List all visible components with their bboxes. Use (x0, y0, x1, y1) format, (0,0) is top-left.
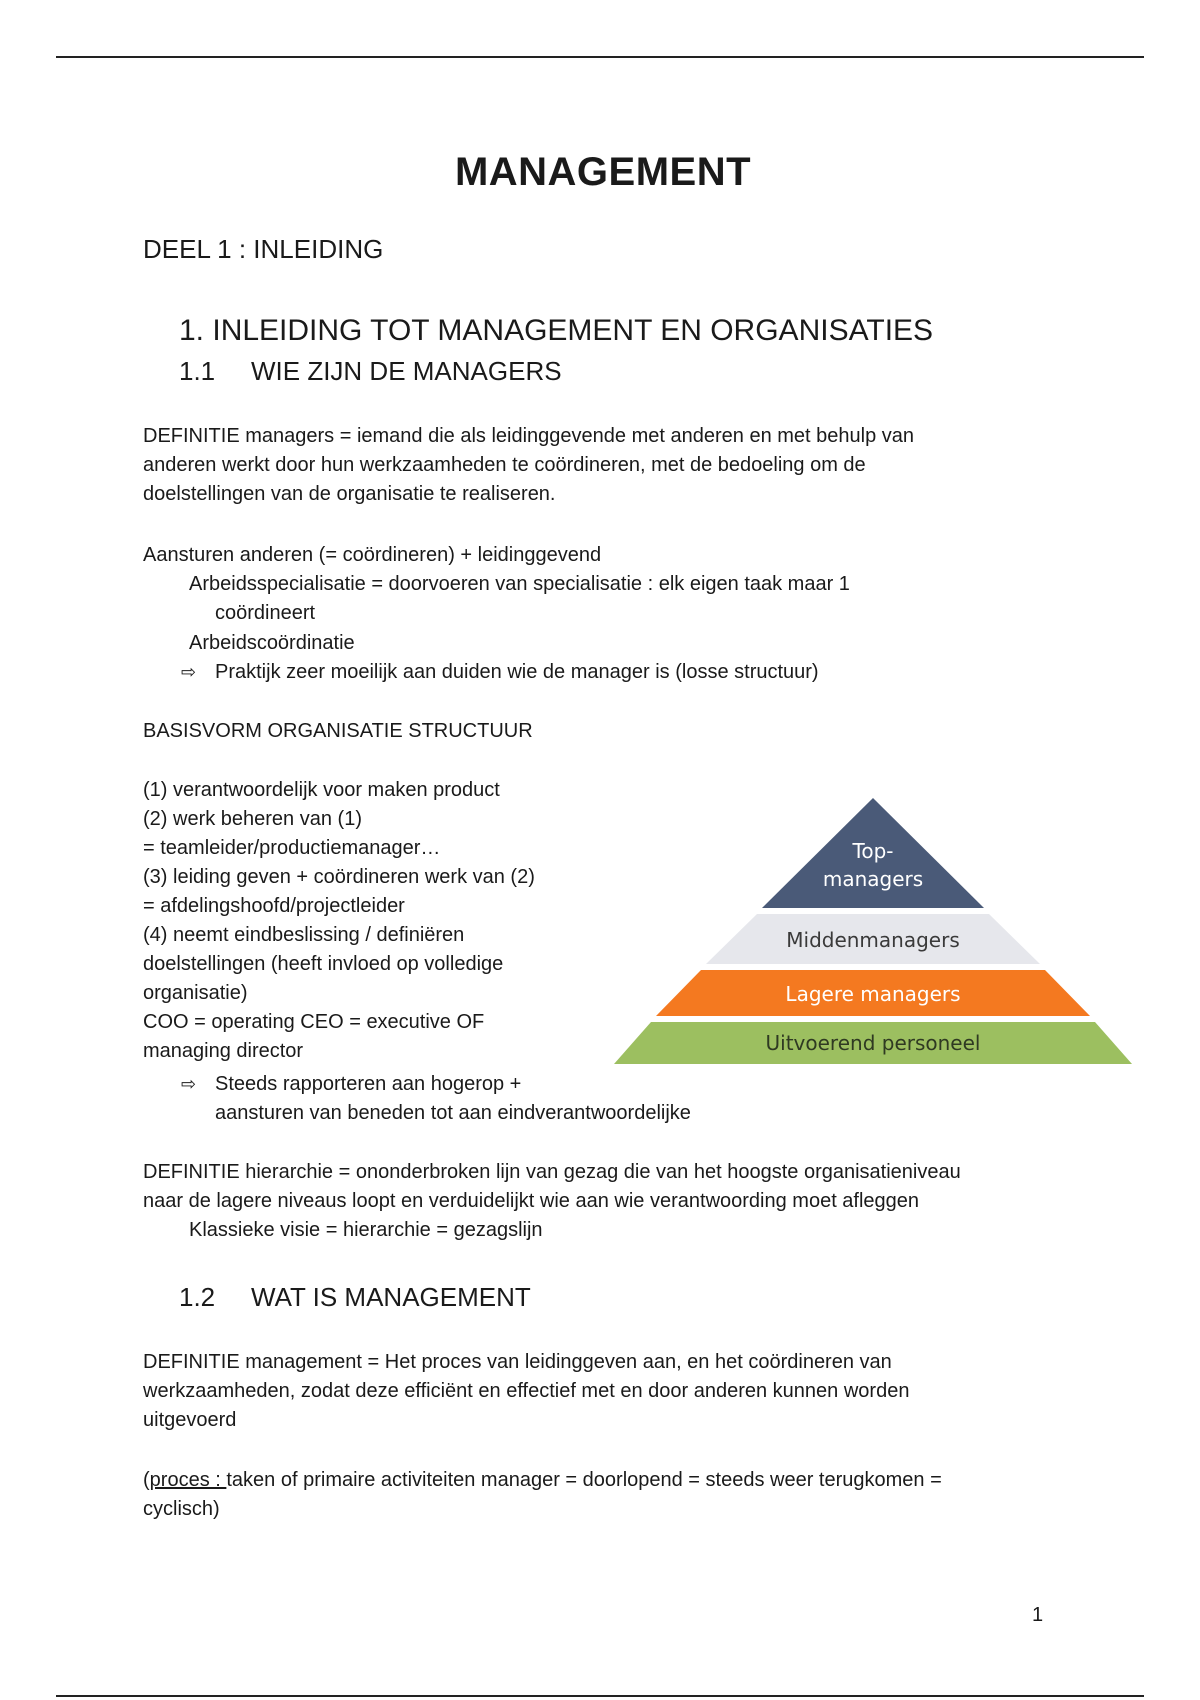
proces-term: proces : (149, 1469, 227, 1491)
pyramid-lower-label: Lagere managers (785, 982, 961, 1006)
text-line: anderen werkt door hun werkzaamheden te coördineren, met de bedoeling om de (143, 454, 866, 476)
list-item: (4) neemt eindbeslissing / definiëren (143, 924, 465, 946)
list-item: managing director (143, 1040, 304, 1062)
text-line: DEFINITIE hierarchie = ononderbroken lijn van gezag die van het hoogste organisatieniveau (143, 1161, 961, 1183)
paren-open: ( (143, 1469, 150, 1491)
proces-note (143, 1466, 1063, 1524)
section-heading-1-2 (179, 1282, 531, 1313)
steeds-continuation: aansturen van beneden tot aan eindverantwoordelijke (215, 1102, 691, 1124)
header-rule (56, 56, 1144, 58)
list-item: COO = operating CEO = executive OF (143, 1011, 485, 1033)
list-item: (3) leiding geven + coördineren werk van (2) (143, 866, 535, 888)
footer-rule (56, 1695, 1144, 1697)
pyramid-base-label: Uitvoerend personeel (765, 1031, 981, 1055)
definition-hierarchie (143, 1158, 1063, 1216)
arrow-icon: ⇨ (181, 1074, 197, 1094)
definition-managers (143, 422, 1043, 509)
text-line (143, 1466, 1063, 1495)
pyramid-middle-label: Middenmanagers (786, 928, 960, 952)
proces-text: taken of primaire activiteiten manager = doorlopend = steeds weer terugkomen = (226, 1469, 942, 1491)
levels-list (143, 776, 583, 1066)
list-item: (2) werk beheren van (1) (143, 808, 362, 830)
text-line: werkzaamheden, zodat deze efficiënt en effectief met en door anderen kunnen worden (143, 1380, 910, 1402)
part-heading: DEEL 1 : INLEIDING (143, 234, 384, 264)
arbeidsspecialisatie-line: Arbeidsspecialisatie = doorvoeren van specialisatie : elk eigen taak maar 1 (189, 573, 850, 595)
text-line: DEFINITIE managers = iemand die als leidinggevende met anderen en met behulp van (143, 425, 915, 447)
text-line: doelstellingen van de organisatie te realiseren. (143, 483, 556, 505)
pyramid-top-label-1: Top- (852, 839, 894, 863)
section-title: WAT IS MANAGEMENT (251, 1282, 531, 1312)
basisvorm-heading: BASISVORM ORGANISATIE STRUCTUUR (143, 720, 533, 742)
list-item: doelstellingen (heeft invloed op volledige (143, 953, 504, 975)
text-line: cyclisch) (143, 1498, 220, 1520)
steeds-line: Steeds rapporteren aan hogerop + (215, 1073, 522, 1095)
list-item: organisatie) (143, 982, 248, 1004)
arrow-icon: ⇨ (181, 662, 197, 682)
section-number: 1.2 (179, 1282, 216, 1312)
list-item: = afdelingshoofd/projectleider (143, 895, 405, 917)
definition-management (143, 1348, 1043, 1435)
arbeidsspecialisatie-continuation: coördineert (215, 602, 316, 624)
section-title: WIE ZIJN DE MANAGERS (251, 356, 562, 386)
section-number: 1.1 (179, 356, 216, 386)
praktijk-line: Praktijk zeer moeilijk aan duiden wie de manager is (losse structuur) (215, 661, 819, 683)
list-item: = teamleider/productiemanager… (143, 837, 441, 859)
arbeidscoordinatie-line: Arbeidscoördinatie (189, 632, 355, 654)
list-item: (1) verantwoordelijk voor maken product (143, 779, 500, 801)
chapter-heading: 1. INLEIDING TOT MANAGEMENT EN ORGANISATIES (179, 314, 934, 347)
page-number: 1 (1032, 1604, 1044, 1626)
text-line: naar de lagere niveaus loopt en verduidelijkt wie aan wie verantwoording moet afleggen (143, 1190, 920, 1212)
aansturen-line: Aansturen anderen (= coördineren) + leidinggevend (143, 544, 602, 566)
text-line: uitgevoerd (143, 1409, 237, 1431)
document-title: MANAGEMENT (454, 150, 752, 194)
klassieke-visie-line: Klassieke visie = hierarchie = gezagslijn (189, 1219, 543, 1241)
section-heading-1-1 (179, 356, 562, 387)
management-pyramid (612, 792, 1136, 1070)
pyramid-top-label-2: managers (822, 867, 924, 891)
text-line: DEFINITIE management = Het proces van leidinggeven aan, en het coördineren van (143, 1351, 892, 1373)
